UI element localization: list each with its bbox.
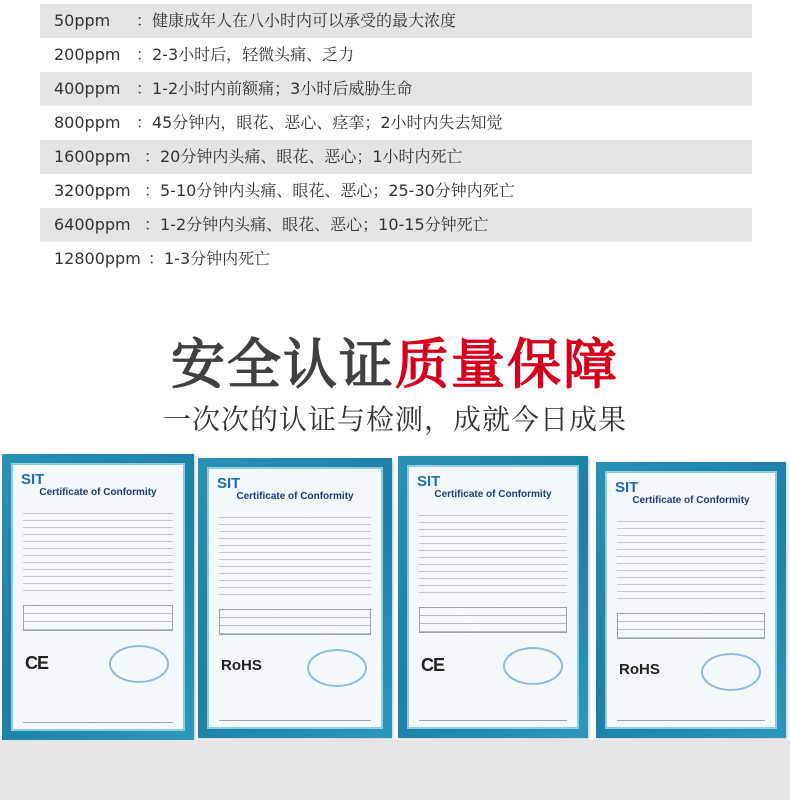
certificate-text-lines	[23, 513, 173, 597]
symptom-description: ：2-3小时后，轻微头痛、乏力	[136, 45, 355, 64]
sit-logo: SIT	[417, 473, 441, 490]
certificate-image	[2, 454, 194, 740]
certificate-table	[23, 605, 173, 631]
co-concentration-table	[40, 4, 752, 276]
certificate-title: Certificate of Conformity	[632, 495, 750, 506]
ppm-value: 800ppm	[54, 113, 121, 132]
sit-logo: SIT	[217, 475, 241, 492]
ppm-value: 1600ppm	[54, 147, 131, 166]
symptom-description: ：45分钟内，眼花、恶心、痉挛；2小时内失去知觉	[136, 113, 503, 132]
table-row	[40, 4, 752, 38]
seal-stamp-icon	[109, 645, 169, 683]
certificate-table	[617, 613, 765, 639]
heading-quality-assurance: 质量保障	[395, 333, 619, 396]
ppm-value: 400ppm	[54, 79, 121, 98]
table-row	[40, 242, 752, 276]
symptom-description: ：1-3分钟内死亡	[148, 249, 271, 268]
certificate-text-lines	[419, 515, 567, 599]
ppm-value: 200ppm	[54, 45, 121, 64]
ppm-value: 50ppm	[54, 11, 111, 30]
table-row	[40, 106, 752, 140]
ppm-value: 12800ppm	[54, 249, 141, 268]
certificate-table	[419, 607, 567, 633]
sit-logo: SIT	[21, 471, 45, 488]
ppm-value: 6400ppm	[54, 215, 131, 234]
ce-mark-icon: CE	[421, 655, 445, 675]
symptom-description: ：健康成年人在八小时内可以承受的最大浓度	[136, 11, 457, 30]
bottom-shadow-strip	[0, 740, 790, 800]
certificate-table	[219, 609, 371, 635]
certificate-footer-line	[419, 720, 567, 721]
symptom-description: ：1-2分钟内头痛、眼花、恶心；10-15分钟死亡	[144, 215, 489, 234]
certificate-title: Certificate of Conformity	[39, 487, 157, 498]
table-row	[40, 208, 752, 242]
certificate-title: Certificate of Conformity	[434, 489, 552, 500]
section-heading	[0, 330, 790, 400]
certificate-footer-line	[617, 720, 765, 721]
ppm-value: 3200ppm	[54, 181, 131, 200]
certificate-title: Certificate of Conformity	[236, 491, 354, 502]
ce-mark-icon: CE	[25, 653, 49, 673]
table-row	[40, 174, 752, 208]
heading-safety-certification: 安全认证	[171, 333, 395, 396]
symptom-description: ：5-10分钟内头痛、眼花、恶心；25-30分钟内死亡	[144, 181, 515, 200]
rohs-mark-icon: RoHS	[221, 657, 262, 674]
certificate-text-lines	[219, 517, 371, 601]
certificate-image	[596, 462, 786, 738]
seal-stamp-icon	[503, 647, 563, 685]
rohs-mark-icon: RoHS	[619, 661, 660, 678]
certificate-gallery	[0, 452, 790, 742]
symptom-description: ：1-2小时内前额痛；3小时后威胁生命	[136, 79, 413, 98]
symptom-description: ：20分钟内头痛、眼花、恶心；1小时内死亡	[144, 147, 463, 166]
certificate-footer-line	[23, 722, 173, 723]
seal-stamp-icon	[701, 653, 761, 691]
table-row	[40, 140, 752, 174]
section-subtitle: 一次次的认证与检测，成就今日成果	[162, 403, 627, 436]
certificate-image	[198, 458, 392, 738]
table-row	[40, 72, 752, 106]
seal-stamp-icon	[307, 649, 367, 687]
certificate-image	[398, 456, 588, 738]
table-row	[40, 38, 752, 72]
sit-logo: SIT	[615, 479, 639, 496]
certificate-text-lines	[617, 521, 765, 605]
certificate-footer-line	[219, 720, 371, 721]
